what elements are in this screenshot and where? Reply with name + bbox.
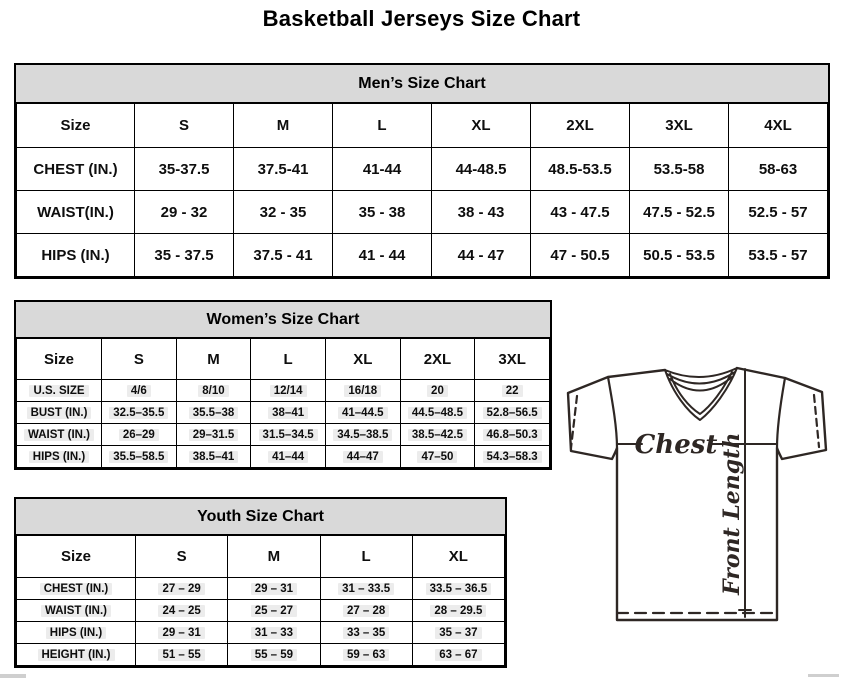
value-text: 43 - 47.5 (550, 203, 610, 221)
value-cell (234, 148, 333, 191)
table-row (17, 446, 550, 468)
column-header-cell: XL (412, 536, 504, 578)
column-header-cell: S (136, 536, 228, 578)
row-label-text: HIPS (IN.) (29, 451, 89, 463)
value-cell (412, 622, 504, 644)
value-cell (729, 191, 828, 234)
value-cell (176, 380, 251, 402)
value-text: 48.5-53.5 (548, 160, 612, 178)
value-cell (320, 600, 412, 622)
value-cell (251, 402, 326, 424)
value-cell (333, 191, 432, 234)
column-header-cell: 3XL (630, 104, 729, 148)
value-cell (251, 380, 326, 402)
value-text: 35 - 38 (358, 203, 406, 221)
value-text: 31.5–34.5 (259, 429, 318, 441)
value-cell (136, 600, 228, 622)
row-label-text: HIPS (IN.) (46, 627, 106, 639)
value-cell (176, 424, 251, 446)
value-text: 31 – 33 (251, 627, 297, 639)
value-cell (325, 424, 400, 446)
value-text: 37.5-41 (257, 160, 309, 178)
column-header-cell: L (333, 104, 432, 148)
size-header-row (17, 536, 505, 578)
value-text: 54.3–58.3 (483, 451, 542, 463)
youth-size-chart-header: Youth Size Chart (16, 499, 505, 535)
column-header-cell: L (251, 339, 326, 380)
value-text: 52.5 - 57 (748, 203, 808, 221)
value-cell (400, 446, 475, 468)
mens-size-chart (14, 63, 830, 279)
table-row (17, 191, 828, 234)
value-text: 33.5 – 36.5 (426, 583, 492, 595)
value-cell (102, 380, 177, 402)
column-header-cell: M (234, 104, 333, 148)
value-text: 29 – 31 (158, 627, 204, 639)
row-label-cell (17, 446, 102, 468)
value-cell (432, 191, 531, 234)
table-row (17, 148, 828, 191)
value-cell (333, 148, 432, 191)
row-label-text: HEIGHT (IN.) (38, 649, 115, 661)
value-text: 16/18 (344, 385, 381, 397)
value-cell (400, 424, 475, 446)
value-cell (729, 234, 828, 277)
value-cell (630, 148, 729, 191)
value-cell (228, 622, 320, 644)
value-cell (475, 424, 550, 446)
page-title: Basketball Jerseys Size Chart (262, 6, 581, 31)
value-cell (630, 234, 729, 277)
value-cell (320, 578, 412, 600)
youth-size-table (16, 535, 505, 666)
value-cell (475, 446, 550, 468)
womens-size-chart-header: Women’s Size Chart (16, 302, 550, 338)
value-text: 32 - 35 (259, 203, 307, 221)
value-cell (234, 234, 333, 277)
row-label-text: WAIST (IN.) (24, 429, 94, 441)
size-header-row (17, 104, 828, 148)
table-row (17, 424, 550, 446)
value-cell (412, 578, 504, 600)
value-cell (320, 622, 412, 644)
row-label-cell (17, 234, 135, 277)
value-cell (136, 644, 228, 666)
table-row (17, 234, 828, 277)
column-header-cell: XL (432, 104, 531, 148)
row-label-cell (17, 600, 136, 622)
value-cell (432, 234, 531, 277)
value-cell (325, 402, 400, 424)
value-cell (475, 402, 550, 424)
value-text: 26–29 (119, 429, 159, 441)
column-header-cell: M (228, 536, 320, 578)
table-row (17, 622, 505, 644)
value-text: 55 – 59 (251, 649, 297, 661)
value-cell (400, 402, 475, 424)
size-header-row (17, 339, 550, 380)
value-text: 32.5–35.5 (109, 407, 168, 419)
column-header-cell: S (102, 339, 177, 380)
front-length-label: Front Length (719, 432, 745, 595)
row-label-cell (17, 402, 102, 424)
jersey-outline-path (568, 368, 826, 620)
column-header-cell: 2XL (531, 104, 630, 148)
row-label-cell (17, 424, 102, 446)
value-text: 38.5–41 (189, 451, 239, 463)
value-text: 38.5–42.5 (408, 429, 467, 441)
value-text: 8/10 (198, 385, 228, 397)
value-text: 20 (427, 385, 448, 397)
value-text: 46.8–50.3 (483, 429, 542, 441)
womens-size-table (16, 338, 550, 468)
value-text: 58-63 (758, 160, 798, 178)
value-cell (135, 148, 234, 191)
value-text: 22 (502, 385, 523, 397)
value-text: 31 – 33.5 (338, 583, 394, 595)
value-cell (102, 446, 177, 468)
column-header-cell: L (320, 536, 412, 578)
value-cell (475, 380, 550, 402)
value-text: 41–44 (268, 451, 308, 463)
value-text: 44–47 (343, 451, 383, 463)
row-label-cell (17, 380, 102, 402)
row-label-text: WAIST(IN.) (37, 203, 114, 221)
value-text: 63 – 67 (435, 649, 481, 661)
table-row (17, 380, 550, 402)
value-text: 41 - 44 (358, 246, 406, 264)
column-header-cell: 2XL (400, 339, 475, 380)
jersey-collar-path (665, 368, 737, 420)
size-label-cell: Size (17, 104, 135, 148)
youth-size-chart (14, 497, 507, 668)
value-text: 24 – 25 (158, 605, 204, 617)
value-cell (228, 644, 320, 666)
value-cell (325, 380, 400, 402)
value-text: 38–41 (268, 407, 308, 419)
table-row (17, 578, 505, 600)
value-text: 44 - 47 (457, 246, 505, 264)
value-text: 35 - 37.5 (154, 246, 214, 264)
table-row (17, 402, 550, 424)
value-cell (234, 191, 333, 234)
value-cell (400, 380, 475, 402)
row-label-text: HIPS (IN.) (41, 246, 110, 264)
value-text: 33 – 35 (343, 627, 389, 639)
value-text: 29–31.5 (189, 429, 239, 441)
value-text: 50.5 - 53.5 (643, 246, 715, 264)
row-label-text: BUST (IN.) (27, 407, 92, 419)
value-cell (412, 600, 504, 622)
value-text: 47 - 50.5 (550, 246, 610, 264)
mens-size-table (16, 103, 828, 277)
column-header-cell: M (176, 339, 251, 380)
value-cell (251, 446, 326, 468)
value-text: 27 – 28 (343, 605, 389, 617)
value-text: 25 – 27 (251, 605, 297, 617)
value-cell (412, 644, 504, 666)
value-text: 53.5-58 (653, 160, 705, 178)
row-label-cell (17, 148, 135, 191)
column-header-cell: S (135, 104, 234, 148)
value-text: 44-48.5 (455, 160, 507, 178)
value-cell (325, 446, 400, 468)
value-text: 35 – 37 (435, 627, 481, 639)
value-cell (251, 424, 326, 446)
value-text: 59 – 63 (343, 649, 389, 661)
value-text: 41-44 (362, 160, 402, 178)
row-label-cell (17, 622, 136, 644)
value-text: 34.5–38.5 (333, 429, 392, 441)
column-header-cell: 3XL (475, 339, 550, 380)
value-text: 52.8–56.5 (483, 407, 542, 419)
value-text: 51 – 55 (158, 649, 204, 661)
value-cell (135, 234, 234, 277)
value-cell (102, 402, 177, 424)
jersey-diagram (560, 363, 838, 625)
row-label-text: WAIST (IN.) (41, 605, 111, 617)
value-text: 41–44.5 (338, 407, 388, 419)
column-header-cell: 4XL (729, 104, 828, 148)
row-label-cell (17, 644, 136, 666)
table-row (17, 600, 505, 622)
size-label-cell: Size (17, 536, 136, 578)
value-cell (136, 578, 228, 600)
value-text: 37.5 - 41 (253, 246, 313, 264)
value-cell (102, 424, 177, 446)
value-cell (531, 148, 630, 191)
value-text: 35.5–58.5 (109, 451, 168, 463)
value-cell (333, 234, 432, 277)
value-cell (531, 191, 630, 234)
size-label-cell: Size (17, 339, 102, 380)
value-cell (630, 191, 729, 234)
row-label-cell (17, 191, 135, 234)
column-header-cell: XL (325, 339, 400, 380)
value-text: 12/14 (270, 385, 307, 397)
value-text: 29 – 31 (251, 583, 297, 595)
value-cell (729, 148, 828, 191)
value-cell (432, 148, 531, 191)
value-text: 35.5–38 (189, 407, 239, 419)
chest-label: Chest (634, 430, 718, 460)
screen-edge-artifact-right (808, 674, 839, 677)
value-text: 4/6 (127, 385, 151, 397)
value-text: 53.5 - 57 (748, 246, 808, 264)
table-row (17, 644, 505, 666)
mens-size-chart-header: Men’s Size Chart (16, 65, 828, 103)
value-cell (135, 191, 234, 234)
womens-size-chart (14, 300, 552, 470)
row-label-text: CHEST (IN.) (33, 160, 118, 178)
value-text: 47.5 - 52.5 (643, 203, 715, 221)
row-label-text: U.S. SIZE (29, 385, 88, 397)
value-text: 29 - 32 (160, 203, 208, 221)
value-cell (228, 578, 320, 600)
row-label-cell (17, 578, 136, 600)
value-text: 38 - 43 (457, 203, 505, 221)
value-text: 47–50 (417, 451, 457, 463)
value-cell (228, 600, 320, 622)
value-cell (531, 234, 630, 277)
value-text: 44.5–48.5 (408, 407, 467, 419)
row-label-text: CHEST (IN.) (40, 583, 113, 595)
value-cell (136, 622, 228, 644)
screen-edge-artifact-left (0, 674, 26, 678)
value-cell (176, 446, 251, 468)
value-cell (176, 402, 251, 424)
value-text: 27 – 29 (158, 583, 204, 595)
value-text: 35-37.5 (158, 160, 210, 178)
value-text: 28 – 29.5 (430, 605, 486, 617)
value-cell (320, 644, 412, 666)
